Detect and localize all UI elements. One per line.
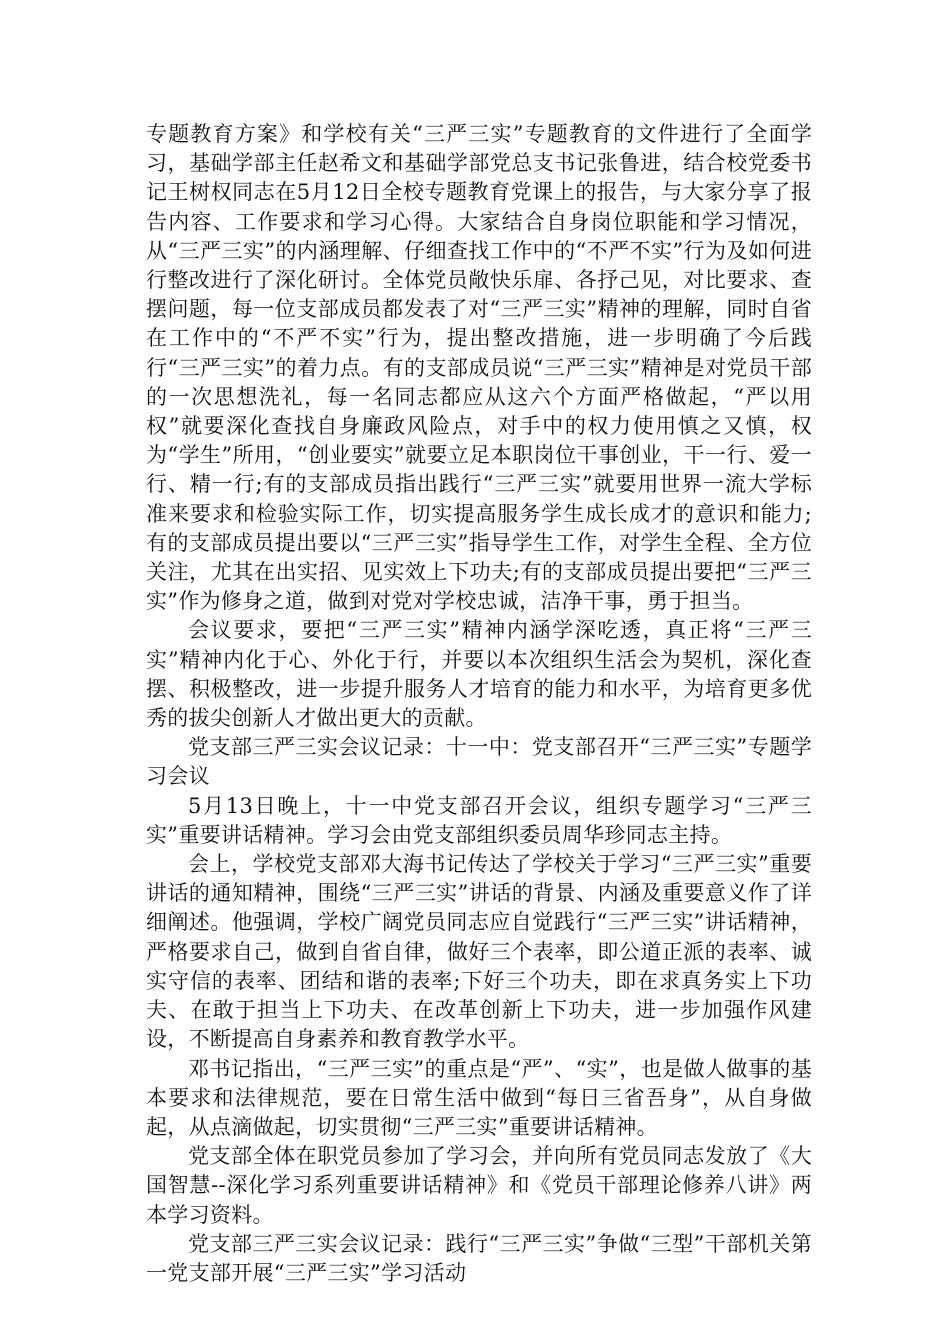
paragraph-heading-eleventh-school: 党支部三严三实会议记录：十一中：党支部召开“三严三实”专题学习会议	[146, 735, 812, 789]
document-body	[146, 120, 812, 1288]
paragraph-materials-distributed: 党支部全体在职党员参加了学习会，并向所有党员同志发放了《大国智慧--深化学习系列重要讲话精神》和《党员干部理论修养八讲》两本学习资料。	[146, 1144, 812, 1227]
paragraph-secretary-points: 邓书记指出，“三严三实”的重点是“严”、“实”，也是做人做事的基本要求和法律规范，要在日常生活中做到“每日三省吾身”，从自身做起，从点滴做起，切实贯彻“三严三实”重要讲话精神。	[146, 1056, 812, 1139]
paragraph-may-13-meeting: 5月13日晚上，十一中党支部召开会议，组织专题学习“三严三实”重要讲话精神。学习会由党支部组织委员周华珍同志主持。	[146, 793, 812, 847]
paragraph-branch-discussion: 专题教育方案》和学校有关“三严三实”专题教育的文件进行了全面学习，基础学部主任赵希文和基础学部党总支书记张鲁进，结合校党委书记王树权同志在5月12日全校专题教育党课上的报告，与大家分享了报告内容、工作要求和学习心得。大家结合自身岗位职能和学习情况，从“三严三实”的内涵理解、仔细查找工作中的“不严不实”行为及如何进行整改进行了深化研讨。全体党员敞快乐扉、各抒己见，对比要求、查摆问题，每一位支部成员都发表了对“三严三实”精神的理解，同时自省在工作中的“不严不实”行为，提出整改措施，进一步明确了今后践行“三严三实”的着力点。有的支部成员说“三严三实”精神是对党员干部的一次思想洗礼，每一名同志都应从这六个方面严格做起，“严以用权”就要深化查找自身廉政风险点，对手中的权力使用慎之又慎，权为“学生”所用，“创业要实”就要立足本职岗位干事创业，干一行、爱一行、精一行;有的支部成员指出践行“三严三实”就要用世界一流大学标准来要求和检验实际工作，切实提高服务学生成长成才的意识和能力;有的支部成员提出要以“三严三实”指导学生工作，对学生全程、全方位关注，尤其在出实招、见实效上下功夫;有的支部成员提出要把“三严三实”作为修身之道，做到对党对学校忠诚，洁净干事，勇于担当。	[146, 122, 812, 614]
paragraph-meeting-requirements: 会议要求，要把“三严三实”精神内涵学深吃透，真正将“三严三实”精神内化于心、外化于行，并要以本次组织生活会为契机，深化查摆、积极整改，进一步提升服务人才培育的能力和水平，为培育更多优秀的拔尖创新人才做出更大的贡献。	[146, 618, 812, 731]
paragraph-secretary-speech: 会上，学校党支部邓大海书记传达了学校关于学习“三严三实”重要讲话的通知精神，围绕“三严三实”讲话的背景、内涵及重要意义作了详细阐述。他强调，学校广阔党员同志应自觉践行“三严三实”讲话精神，严格要求自己，做到自省自律，做好三个表率，即公道正派的表率、诚实守信的表率、团结和谐的表率;下好三个功夫，即在求真务实上下功夫、在敢于担当上下功夫、在改革创新上下功夫，进一步加强作风建设，不断提高自身素养和教育教学水平。	[146, 852, 812, 1052]
paragraph-heading-first-branch: 党支部三严三实会议记录：践行“三严三实”争做“三型”干部机关第一党支部开展“三严三实”学习活动	[146, 1231, 812, 1285]
